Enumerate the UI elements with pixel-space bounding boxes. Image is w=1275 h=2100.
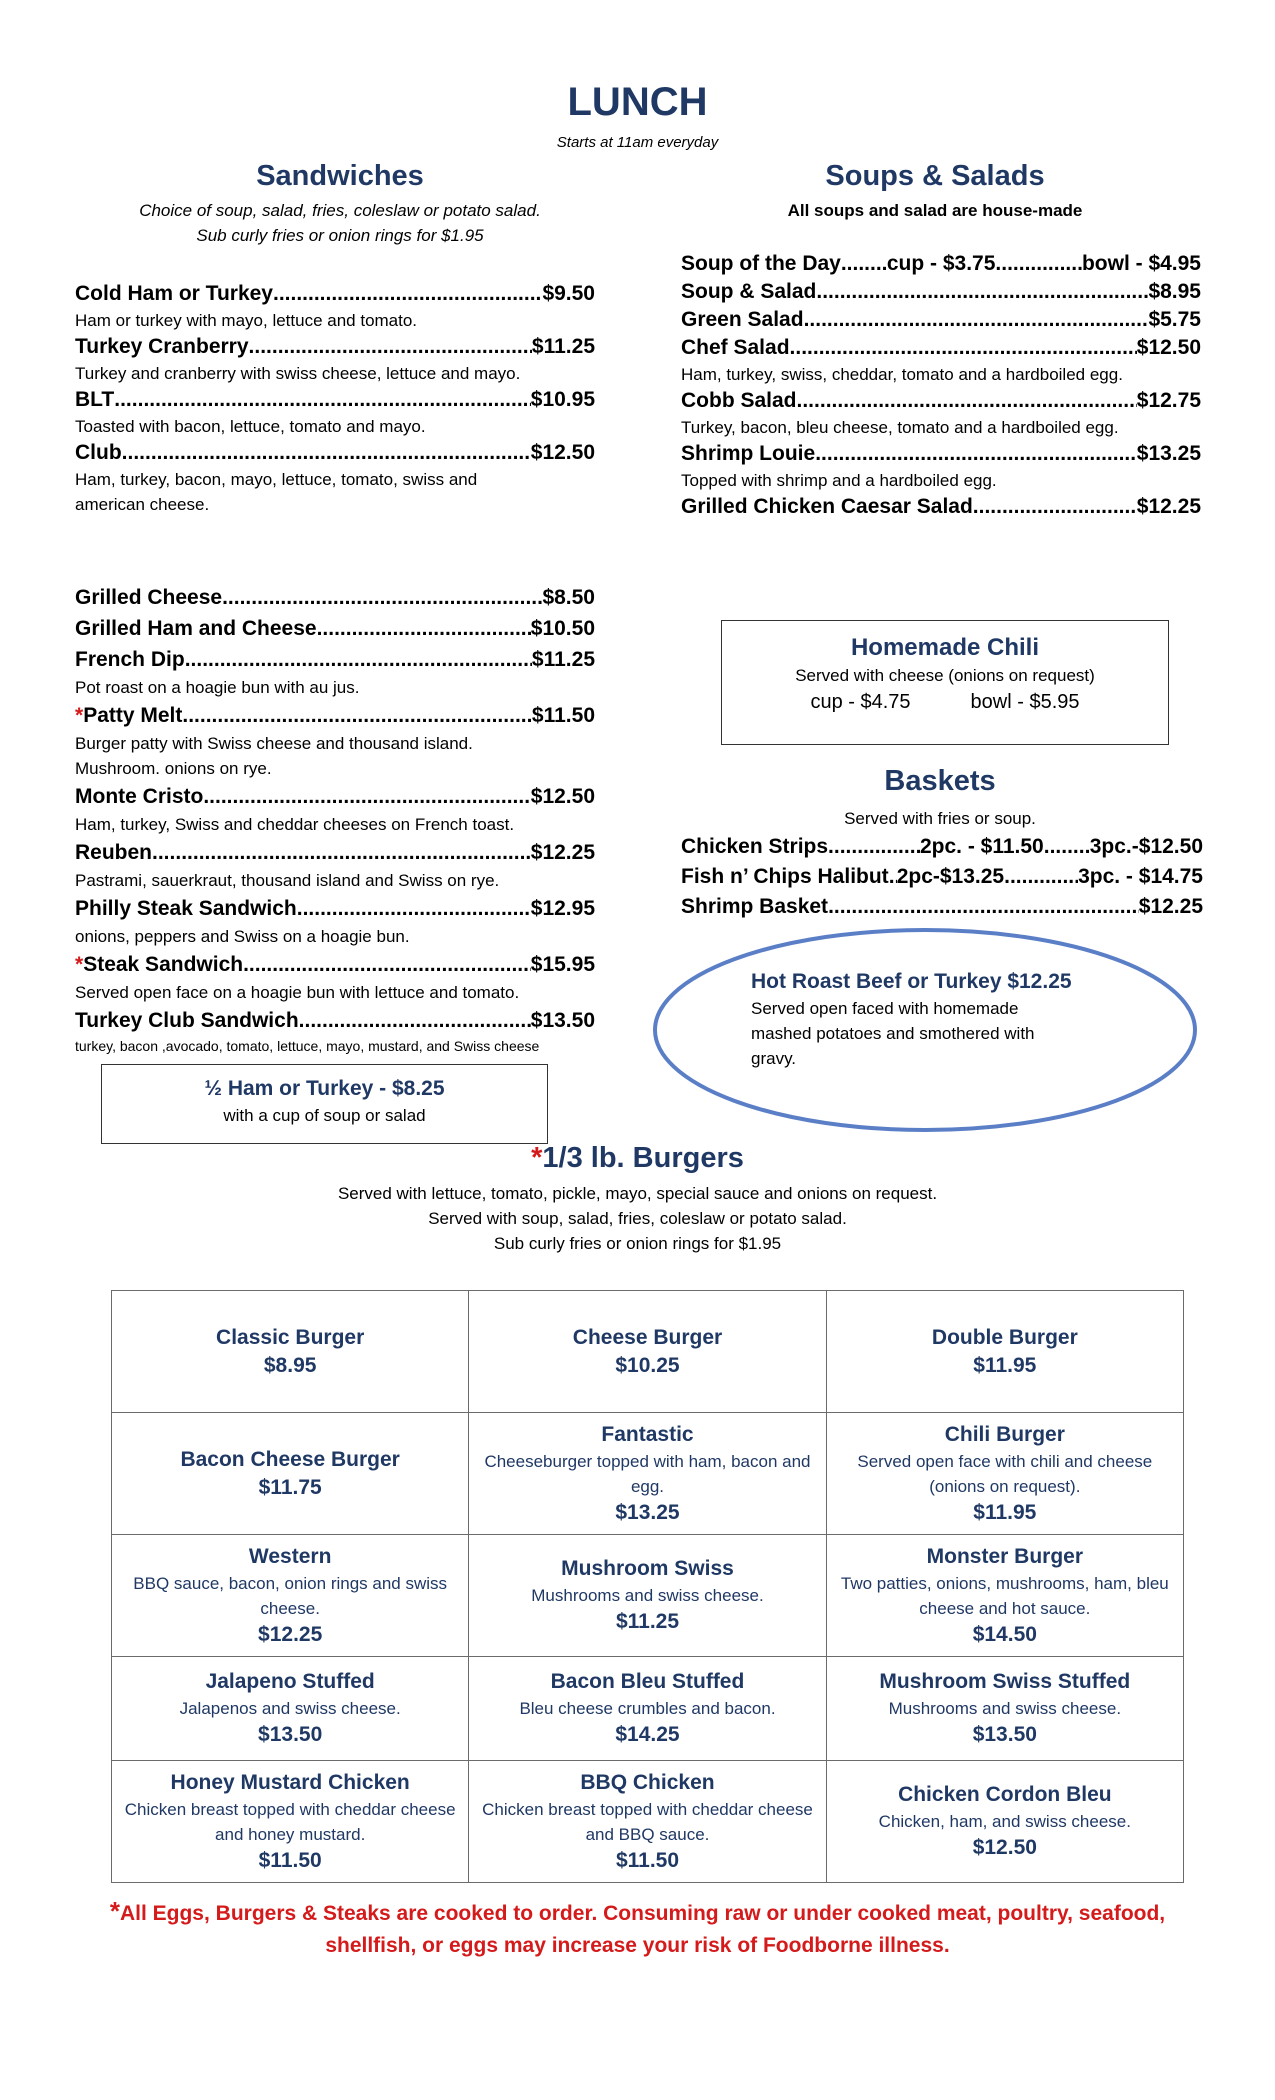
- item-desc: turkey, bacon ,avocado, tomato, lettuce, mayo, mustard, and Swiss cheese: [75, 1038, 540, 1054]
- item-price: $13.25: [1136, 442, 1201, 465]
- menu-item: [75, 949, 595, 1005]
- burger-cell: [112, 1291, 469, 1413]
- burger-desc: Jalapenos and swiss cheese.: [179, 1699, 401, 1718]
- disclaimer-line-2: shellfish, or eggs may increase your risk of Foodborne illness.: [325, 1934, 950, 1957]
- item-price: $12.50: [1136, 336, 1201, 359]
- soups-note: All soups and salad are house-made: [787, 201, 1083, 220]
- burger-name: Honey Mustard Chicken: [170, 1770, 410, 1794]
- item-name: Shrimp Louie: [681, 442, 816, 465]
- burger-cell: [826, 1291, 1183, 1413]
- star-mark: *: [75, 704, 84, 727]
- item-price: $12.95: [530, 897, 595, 920]
- chili-title: Homemade Chili: [850, 634, 1040, 661]
- item-name: Cobb Salad: [681, 389, 797, 412]
- burger-price: $12.25: [258, 1622, 323, 1646]
- soup-of-day: [681, 250, 1201, 278]
- sandwiches-note-2: Sub curly fries or onion rings for $1.95: [196, 226, 484, 245]
- item-price: $12.75: [1136, 389, 1201, 412]
- burger-name: Chicken Cordon Bleu: [898, 1783, 1112, 1806]
- item-name: Steak Sandwich: [83, 953, 244, 976]
- soups-list: [681, 250, 1201, 521]
- chili-bowl-price: bowl - $5.95: [970, 691, 1080, 713]
- table-row: [112, 1761, 1184, 1883]
- burger-desc: Served open face with chili and cheese (onions on request).: [857, 1451, 1153, 1496]
- baskets-list: [681, 832, 1203, 922]
- item-name: Turkey Cranberry: [75, 335, 249, 358]
- roast-text: [751, 968, 1171, 1071]
- item-price: $11.50: [531, 704, 595, 727]
- soup-bowl-price: bowl - $4.95: [1081, 252, 1201, 275]
- burger-price: $8.95: [263, 1353, 317, 1377]
- burger-name: Mushroom Swiss Stuffed: [879, 1670, 1131, 1693]
- burger-name: Bacon Cheese Burger: [180, 1447, 400, 1471]
- item-name: Grilled Cheese: [75, 586, 223, 609]
- baskets-note: Served with fries or soup.: [844, 809, 1036, 828]
- item-name: BLT: [75, 388, 115, 411]
- burger-price: $11.75: [258, 1475, 322, 1499]
- item-name: Club: [75, 441, 122, 464]
- menu-item: [75, 582, 595, 613]
- item-name: French Dip: [75, 648, 185, 671]
- menu-item: [75, 280, 595, 333]
- burger-name: Bacon Bleu Stuffed: [550, 1670, 745, 1693]
- burger-name: Mushroom Swiss: [561, 1557, 734, 1580]
- basket-3pc-price: 3pc.-$12.50: [1089, 835, 1203, 858]
- table-row: [112, 1413, 1184, 1535]
- menu-item: [75, 893, 595, 949]
- menu-item: [681, 440, 1201, 493]
- burger-desc: Two patties, onions, mushrooms, ham, bleu cheese and hot sauce.: [840, 1573, 1169, 1618]
- burger-desc: Bleu cheese crumbles and bacon.: [519, 1699, 776, 1718]
- burgers-heading-row: [0, 1142, 1275, 1175]
- burger-name: Classic Burger: [216, 1325, 365, 1349]
- burger-name: Western: [248, 1544, 332, 1568]
- item-price: $13.50: [530, 1009, 595, 1032]
- basket-fish: [681, 862, 1203, 892]
- item-desc: Ham, turkey, Swiss and cheddar cheeses on French toast.: [75, 815, 515, 834]
- item-price: $12.25: [530, 841, 595, 864]
- star-mark: *: [531, 1142, 543, 1174]
- burger-name: Cheese Burger: [572, 1325, 723, 1349]
- burger-desc: Cheeseburger topped with ham, bacon and egg.: [484, 1451, 811, 1496]
- item-name: Shrimp Basket: [681, 895, 829, 918]
- item-name: Soup of the Day: [681, 252, 841, 275]
- basket-2pc-price: 2pc-$13.25: [896, 865, 1005, 888]
- basket-3pc-price: 3pc. - $14.75: [1078, 865, 1203, 888]
- burger-price: $10.25: [615, 1353, 680, 1377]
- item-desc: Topped with shrimp and a hardboiled egg.: [681, 471, 997, 490]
- chili-prices: [722, 688, 1168, 716]
- burger-price: $13.25: [615, 1500, 680, 1524]
- item-price: $11.25: [531, 648, 595, 671]
- burger-price: $11.95: [973, 1500, 1037, 1524]
- burger-cell: [112, 1657, 469, 1761]
- item-name: Philly Steak Sandwich: [75, 897, 297, 920]
- sandwiches-note-1: Choice of soup, salad, fries, coleslaw or potato salad.: [139, 201, 541, 220]
- burger-desc: Mushrooms and swiss cheese.: [888, 1699, 1122, 1718]
- item-desc: Ham or turkey with mayo, lettuce and tomato.: [75, 311, 418, 330]
- item-price: $12.50: [530, 785, 595, 808]
- item-name: Fish n’ Chips Halibut: [681, 865, 889, 888]
- burger-name: Double Burger: [931, 1325, 1078, 1349]
- basket-chicken: [681, 832, 1203, 862]
- burger-cell: [826, 1657, 1183, 1761]
- chili-note: Served with cheese (onions on request): [795, 666, 1095, 685]
- burger-desc: Chicken breast topped with cheddar cheese and honey mustard.: [124, 1799, 456, 1844]
- item-name: Chef Salad: [681, 336, 790, 359]
- burger-price: $13.50: [972, 1723, 1037, 1746]
- burger-price: $11.50: [258, 1848, 322, 1872]
- sandwich-list-2: [75, 582, 595, 1056]
- table-row: [112, 1535, 1184, 1657]
- item-desc: Turkey and cranberry with swiss cheese, lettuce and mayo.: [75, 364, 521, 383]
- item-desc: Ham, turkey, swiss, cheddar, tomato and a hardboiled egg.: [681, 365, 1123, 384]
- item-name: Monte Cristo: [75, 785, 204, 808]
- burger-name: BBQ Chicken: [580, 1770, 715, 1794]
- burger-cell: [112, 1761, 469, 1883]
- burger-cell: [469, 1657, 826, 1761]
- burger-price: $11.50: [615, 1848, 680, 1872]
- item-name: Grilled Chicken Caesar Salad: [681, 495, 973, 518]
- menu-item: [75, 837, 595, 893]
- page-title: LUNCH: [567, 80, 708, 124]
- menu-item: [75, 700, 595, 781]
- soup-cup-price: cup - $3.75: [886, 252, 996, 275]
- burger-cell: [469, 1413, 826, 1535]
- menu-item: [681, 387, 1201, 440]
- menu-item: [75, 386, 595, 439]
- item-name: Reuben: [75, 841, 153, 864]
- menu-item: [75, 333, 595, 386]
- half-sandwich-box: [101, 1064, 548, 1144]
- item-price: $15.95: [530, 953, 595, 976]
- table-row: [112, 1291, 1184, 1413]
- burgers-notes: [0, 1181, 1275, 1256]
- table-row: [112, 1657, 1184, 1761]
- item-name: Grilled Ham and Cheese: [75, 617, 317, 640]
- item-name: Patty Melt: [83, 704, 183, 727]
- menu-item: [75, 613, 595, 644]
- item-desc: Pot roast on a hoagie bun with au jus.: [75, 678, 360, 697]
- item-desc: Toasted with bacon, lettuce, tomato and mayo.: [75, 417, 426, 436]
- burgers-note-1: Served with lettuce, tomato, pickle, mayo, special sauce and onions on request.: [337, 1184, 938, 1203]
- item-price: $12.50: [530, 441, 595, 464]
- food-safety-disclaimer: [80, 1895, 1195, 1962]
- item-price: $11.25: [531, 335, 595, 358]
- menu-item: [75, 644, 595, 700]
- item-price: $8.95: [1148, 280, 1201, 303]
- burger-price: $11.25: [615, 1610, 680, 1633]
- burger-cell: [112, 1413, 469, 1535]
- burger-cell: [469, 1761, 826, 1883]
- item-name: Green Salad: [681, 308, 804, 331]
- burger-price: $11.95: [973, 1353, 1037, 1377]
- burger-price: $13.50: [258, 1723, 323, 1746]
- page-subtitle: Starts at 11am everyday: [556, 134, 719, 151]
- item-desc: Pastrami, sauerkraut, thousand island and Swiss on rye.: [75, 871, 500, 890]
- item-desc: Ham, turkey, bacon, mayo, lettuce, tomato, swiss and: [75, 470, 478, 489]
- burger-price: $14.50: [972, 1622, 1037, 1646]
- burger-price: $12.50: [972, 1836, 1037, 1859]
- half-sandwich-title: ½ Ham or Turkey - $8.25: [204, 1077, 445, 1100]
- burgers-note-3: Sub curly fries or onion rings for $1.95: [493, 1234, 782, 1253]
- menu-item: [681, 278, 1201, 306]
- burgers-heading: 1/3 lb. Burgers: [542, 1142, 744, 1174]
- basket-2pc-price: 2pc. - $11.50: [919, 835, 1044, 858]
- chili-cup-price: cup - $4.75: [810, 691, 911, 713]
- disclaimer-line-1: [80, 1895, 1195, 1930]
- burger-cell: [469, 1535, 826, 1657]
- item-name: Turkey Club Sandwich: [75, 1009, 299, 1032]
- disclaimer-text-1: All Eggs, Burgers & Steaks are cooked to order. Consuming raw or under cooked meat, poultry, seafood,: [119, 1902, 1166, 1925]
- roast-title: Hot Roast Beef or Turkey $12.25: [751, 970, 1072, 993]
- item-name: Soup & Salad: [681, 280, 817, 303]
- item-desc-2: american cheese.: [75, 495, 210, 514]
- burgers-note-2: Served with soup, salad, fries, coleslaw or potato salad.: [428, 1209, 847, 1228]
- half-sandwich-desc: with a cup of soup or salad: [223, 1106, 426, 1125]
- burger-name: Fantastic: [601, 1422, 694, 1446]
- burger-desc: Chicken, ham, and swiss cheese.: [878, 1812, 1131, 1831]
- menu-item: [75, 1005, 595, 1056]
- item-price: $5.75: [1148, 308, 1201, 331]
- item-price: $10.50: [530, 617, 595, 640]
- chili-box: [721, 620, 1169, 745]
- burger-desc: Mushrooms and swiss cheese.: [531, 1586, 764, 1605]
- item-desc: Turkey, bacon, bleu cheese, tomato and a hardboiled egg.: [681, 418, 1119, 437]
- roast-line-3: gravy.: [751, 1049, 797, 1068]
- burger-cell: [826, 1413, 1183, 1535]
- item-name: Chicken Strips: [681, 835, 829, 858]
- burger-cell: [469, 1291, 826, 1413]
- burger-cell: [826, 1535, 1183, 1657]
- burger-name: Chili Burger: [944, 1422, 1065, 1446]
- burger-cell: [826, 1761, 1183, 1883]
- burger-desc: BBQ sauce, bacon, onion rings and swiss cheese.: [133, 1573, 448, 1618]
- sandwiches-notes: [80, 198, 600, 248]
- baskets-heading: Baskets: [884, 765, 996, 797]
- item-desc-2: Mushroom. onions on rye.: [75, 759, 272, 778]
- item-price: $12.25: [1138, 895, 1203, 918]
- sandwiches-heading: Sandwiches: [256, 160, 424, 192]
- item-price: $8.50: [542, 586, 595, 609]
- roast-line-2: mashed potatoes and smothered with: [751, 1024, 1035, 1043]
- burger-name: Monster Burger: [926, 1544, 1083, 1568]
- burger-name: Jalapeno Stuffed: [205, 1670, 375, 1693]
- menu-item: [681, 306, 1201, 334]
- star-mark: *: [109, 1896, 120, 1926]
- menu-item: [75, 439, 595, 517]
- sandwich-list-1: [75, 280, 595, 517]
- menu-item: [681, 334, 1201, 387]
- item-desc: Served open face on a hoagie bun with lettuce and tomato.: [75, 983, 520, 1002]
- star-mark: *: [75, 953, 84, 976]
- basket-shrimp: [681, 892, 1203, 922]
- roast-line-1: Served open faced with homemade: [751, 999, 1019, 1018]
- item-price: $10.95: [530, 388, 595, 411]
- item-desc: onions, peppers and Swiss on a hoagie bun.: [75, 927, 410, 946]
- menu-item: [75, 781, 595, 837]
- burger-desc: Chicken breast topped with cheddar cheese and BBQ sauce.: [482, 1799, 813, 1844]
- burger-price: $14.25: [615, 1723, 680, 1746]
- item-price: $12.25: [1136, 495, 1201, 518]
- soups-heading: Soups & Salads: [825, 160, 1045, 192]
- menu-item: [681, 493, 1201, 521]
- burger-cell: [112, 1535, 469, 1657]
- burgers-table: [111, 1290, 1184, 1883]
- item-price: $9.50: [542, 282, 595, 305]
- item-desc: Burger patty with Swiss cheese and thousand island.: [75, 734, 473, 753]
- item-name: Cold Ham or Turkey: [75, 282, 273, 305]
